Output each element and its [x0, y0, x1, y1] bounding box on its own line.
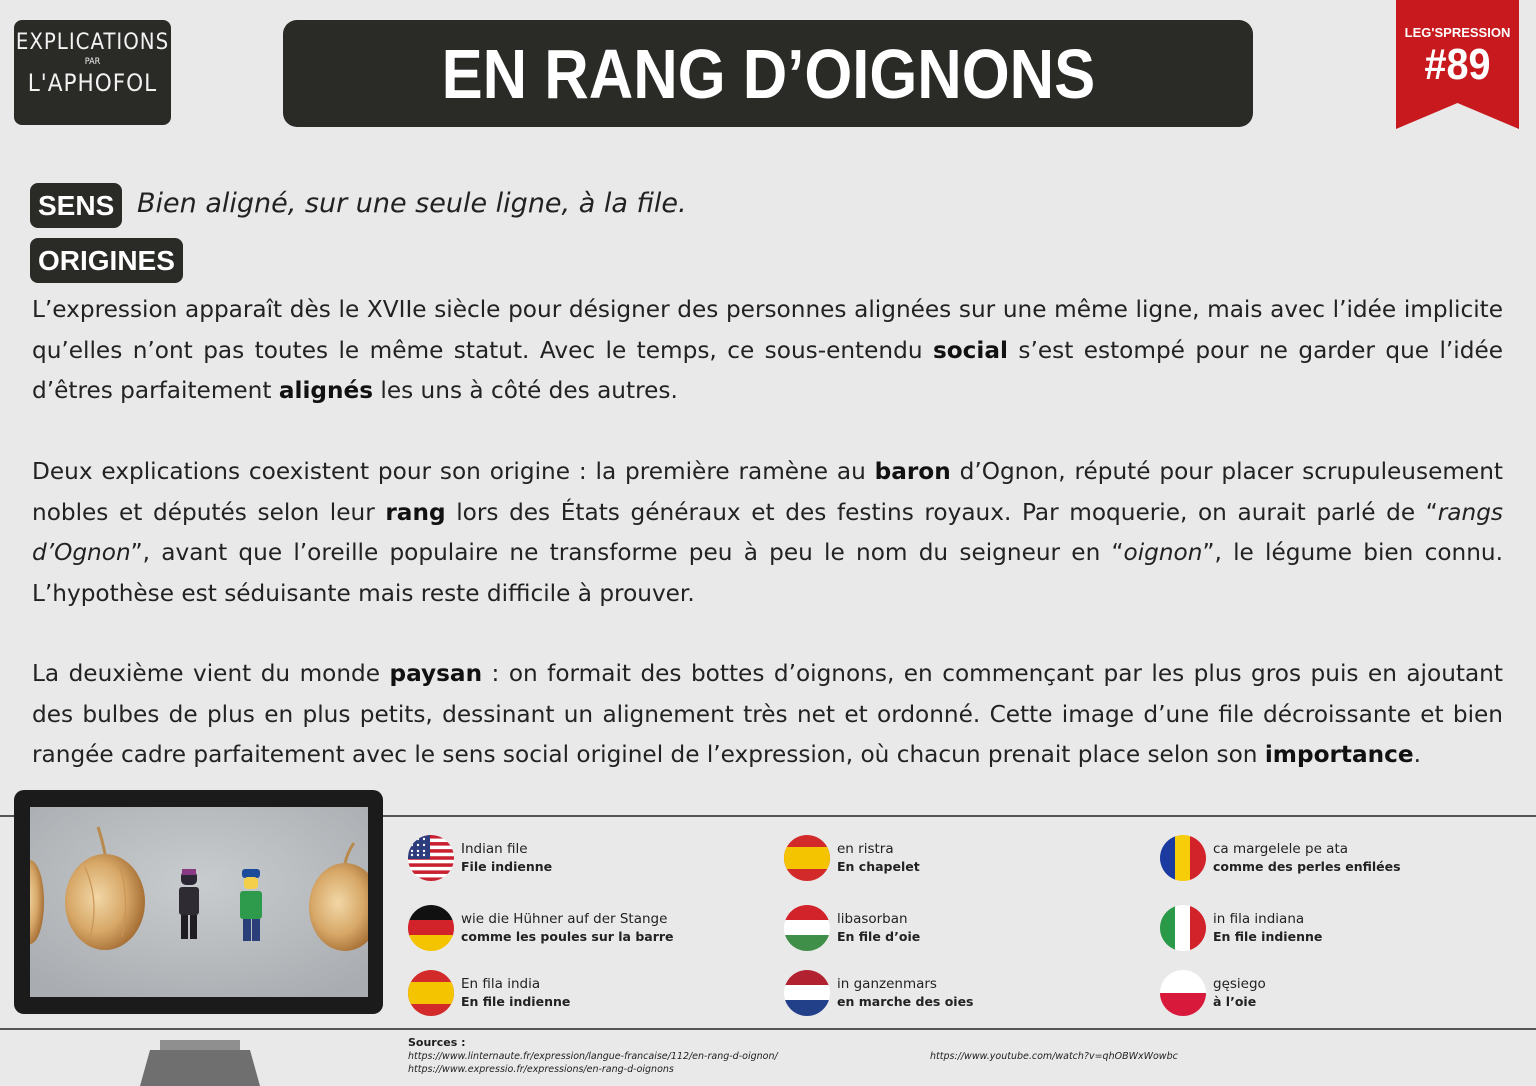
spain-flag-icon: [784, 835, 830, 881]
ribbon-number: #89: [1424, 40, 1491, 89]
translation-french: comme les poules sur la barre: [461, 929, 674, 944]
onions-lego-illustration: [30, 807, 368, 997]
translation-french: En file indienne: [1213, 929, 1323, 944]
origin-paragraph-1: [32, 290, 1503, 412]
italy-flag-icon: [1160, 905, 1206, 951]
text-run: d’Ognon, réputé pour placer scrupuleusement nobles et députés selon leur: [32, 458, 1503, 526]
germany-flag-icon: [408, 905, 454, 951]
monitor-stand: [120, 1040, 280, 1086]
bold-run: rang: [385, 498, 446, 526]
origin-paragraph-2: [32, 452, 1503, 614]
separator-bottom: [0, 1028, 1536, 1030]
translation-original: en ristra: [837, 841, 894, 857]
page-title: EN RANG D’OIGNONS: [441, 34, 1095, 113]
logo-line-3: L'APHOFOL: [27, 69, 158, 97]
translation-original: En fila india: [461, 976, 541, 992]
text-run: lors des États généraux et des festins royaux. Par moquerie, on aurait parlé de “: [445, 498, 1438, 526]
netherlands-flag-icon: [784, 970, 830, 1016]
translation-original: libasorban: [837, 911, 908, 927]
poland-flag-icon: [1160, 970, 1206, 1016]
text-run: les uns à côté des autres.: [373, 377, 678, 404]
translation-french: à l’oie: [1213, 994, 1257, 1009]
translation-original: in fila indiana: [1213, 911, 1305, 927]
text-run: : on formait des bottes d’oignons, en commençant par les plus gros puis en ajoutant des bulbes de plus en plus petits, dessinant un alignement très net et ordonné. Cette image d’une file décroissante et bien rangée cadre parfaitement avec le sens social originel de l’expression, où chacun prenait place selon son: [32, 660, 1503, 768]
origines-tag: ORIGINES: [30, 238, 183, 283]
bold-run: importance: [1264, 741, 1414, 768]
sens-text: Bien aligné, sur une seule ligne, à la file.: [137, 188, 687, 219]
bold-run: paysan: [389, 660, 483, 687]
translation-original: ca margelele pe ata: [1213, 841, 1349, 857]
spain-flag-icon: [408, 970, 454, 1016]
italic-run: oignon: [1123, 539, 1203, 566]
text-run: .: [1413, 741, 1422, 768]
logo-line-1: EXPLICATIONS: [15, 30, 170, 55]
translation-original: Indian file: [461, 841, 528, 857]
title-banner: [283, 20, 1253, 127]
usa-flag-icon: [408, 835, 454, 881]
origin-paragraph-3: [32, 654, 1503, 776]
ribbon-label: LEG'SPRESSION: [1404, 25, 1511, 40]
logo: [14, 20, 171, 125]
translation-french: File indienne: [461, 859, 553, 874]
translation-french: en marche des oies: [837, 994, 974, 1009]
romania-flag-icon: [1160, 835, 1206, 881]
bold-run: social: [932, 336, 1008, 364]
translation-french: comme des perles enfilées: [1213, 859, 1401, 874]
monitor-screen-image: [30, 807, 368, 997]
text-run: ”, le légume bien connu. L’hypothèse est séduisante mais reste difficile à prouver.: [32, 539, 1503, 607]
text-run: s’est estompé pour ne garder que l’idée d’êtres parfaitement: [32, 336, 1503, 404]
sens-tag: SENS: [30, 183, 122, 228]
translation-original: in ganzenmars: [837, 976, 937, 992]
source-link-1[interactable]: https://www.linternaute.fr/expression/langue-francaise/112/en-rang-d-oignon/: [408, 1051, 778, 1062]
translation-original: wie die Hühner auf der Stange: [461, 911, 668, 927]
translation-french: En chapelet: [837, 859, 920, 874]
translation-french: En file indienne: [461, 994, 571, 1009]
translation-original: gęsiego: [1213, 976, 1266, 992]
text-run: L’expression apparaît dès le XVIIe siècle pour désigner des personnes alignées sur une même ligne, mais avec l’idée implicite qu’elles n’ont pas toutes le même statut. Avec le temps, ce sous-entendu: [32, 296, 1503, 364]
source-link-3[interactable]: https://www.youtube.com/watch?v=qhOBWxWowbc: [930, 1051, 1178, 1062]
italic-run: rangs d’Ognon: [32, 498, 1503, 566]
translation-french: En file d’oie: [837, 929, 921, 944]
source-link-2[interactable]: https://www.expressio.fr/expressions/en-rang-d-oignons: [408, 1064, 674, 1075]
text-run: La deuxième vient du monde: [32, 660, 390, 687]
logo-line-2: PAR: [84, 57, 101, 67]
sources-label: Sources :: [408, 1036, 466, 1049]
bold-run: alignés: [278, 377, 374, 404]
text-run: Deux explications coexistent pour son origine : la première ramène au: [32, 458, 875, 485]
bold-run: baron: [874, 458, 951, 485]
hungary-flag-icon: [784, 905, 830, 951]
text-run: ”, avant que l’oreille populaire ne transforme peu à peu le nom du seigneur en “: [130, 539, 1124, 566]
